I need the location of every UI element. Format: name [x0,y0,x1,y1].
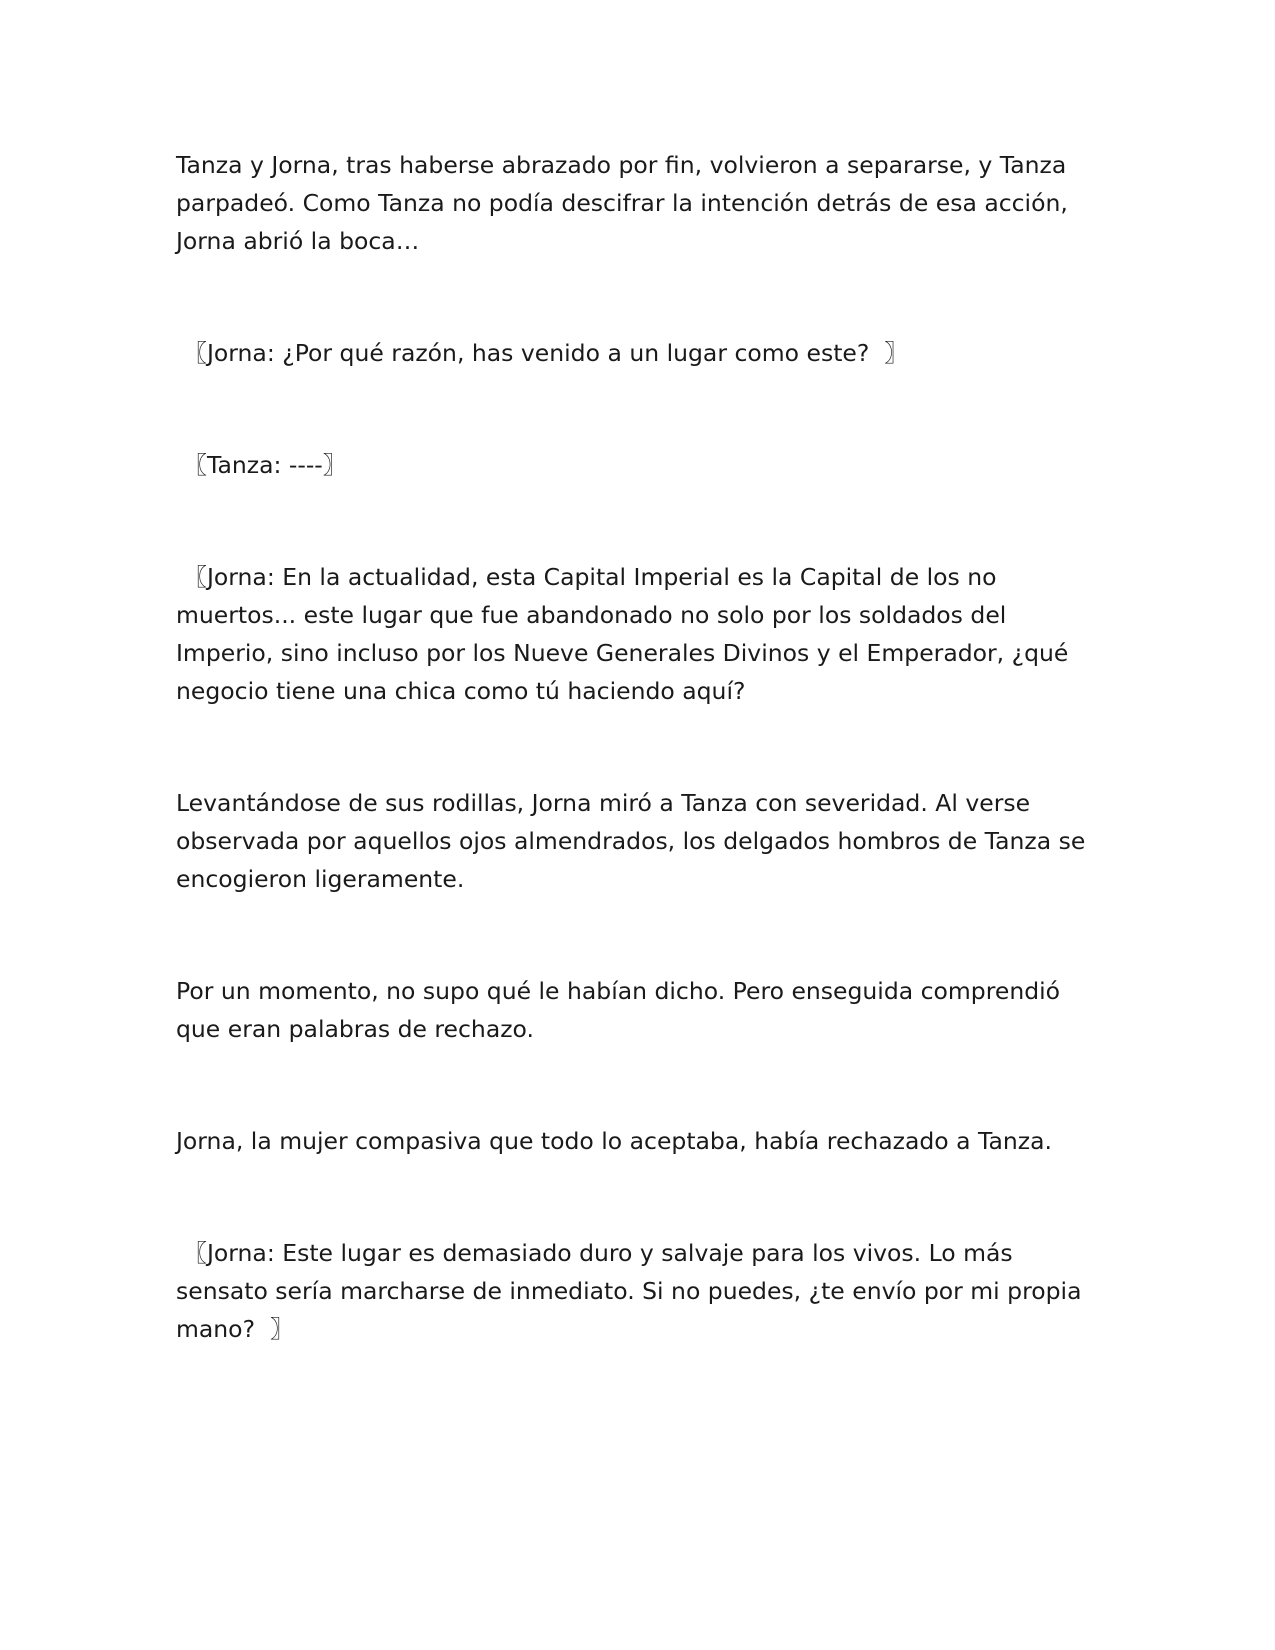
paragraph-narration-1: Tanza y Jorna, tras haberse abrazado por fin, volvieron a separarse, y Tanza parpadeó. Como Tanza no podía descifrar la intención detrás de esa acción, Jorna abrió la boca… [176,151,1076,255]
document-body [176,146,1106,1422]
paragraph-narration-4: Jorna, la mujer compasiva que todo lo aceptaba, había rechazado a Tanza. [176,1127,1052,1155]
paragraph-narration-3: Por un momento, no supo qué le habían dicho. Pero enseguida comprendió que eran palabras de rechazo. [176,977,1068,1043]
paragraph-dialogue-jorna-2: 〖Jorna: En la actualidad, esta Capital Imperial es la Capital de los no muertos... este lugar que fue abandonado no solo por los soldados del Imperio, sino incluso por los Nueve Generales Divinos y el Emperador, ¿qué negocio tiene una chica como tú haciendo aquí? [176,563,1076,705]
paragraph-narration-2: Levantándose de sus rodillas, Jorna miró a Tanza con severidad. Al verse observada por aquellos ojos almendrados, los delgados hombros de Tanza se encogieron ligeramente. [176,789,1093,893]
paragraph-dialogue-jorna-3: 〖Jorna: Este lugar es demasiado duro y salvaje para los vivos. Lo más sensato sería marcharse de inmediato. Si no puedes, ¿te envío por mi propia mano? 〗 [176,1239,1089,1343]
paragraph-dialogue-tanza-1: 〖Tanza: ----〗 [176,451,347,479]
paragraph-dialogue-jorna-1: 〖Jorna: ¿Por qué razón, has venido a un lugar como este? 〗 [176,339,908,367]
